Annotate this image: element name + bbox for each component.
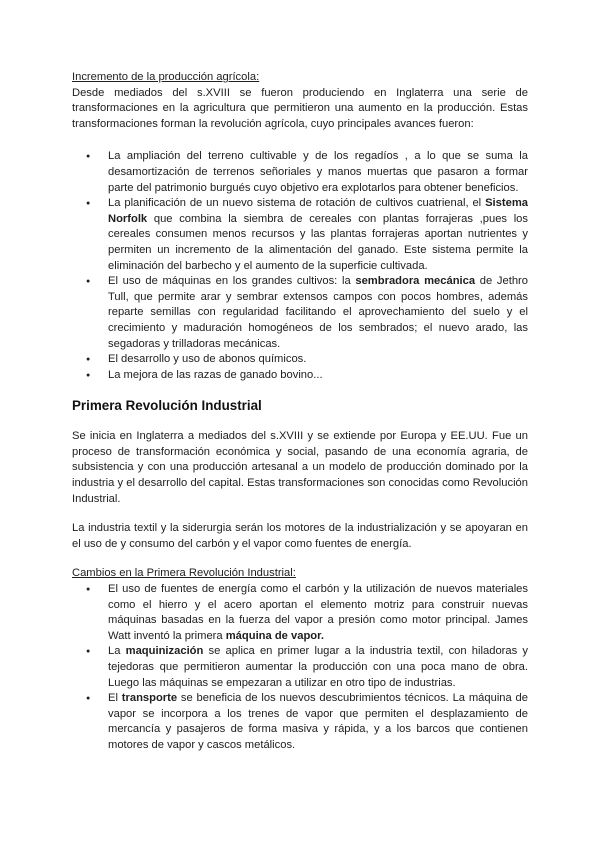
changes-heading: Cambios en la Primera Revolución Industrial: (72, 567, 296, 580)
list-item: ● La ampliación del terreno cultivable y de los regadíos , a lo que se suma la desamortización de terrenos señoriales y manos muertas que pasaron a formar parte del patrimonio burgués cuyo objetivo era explotarlos para obtener beneficios. (72, 149, 528, 196)
document-page (72, 70, 528, 754)
list-item: ● La mejora de las razas de ganado bovino... (72, 368, 528, 384)
list-item: ● El desarrollo y uso de abonos químicos. (72, 352, 528, 368)
section-title: Primera Revolución Industrial (72, 398, 262, 414)
list-item: ● El transporte se beneficia de los nuevos descubrimientos técnicos. La máquina de vapor se incorpora a los trenes de vapor que permiten el desplazamiento de mercancía y pasajeros de forma masiva y rápida, y a los barcos que contienen motores de vapor y cascos metálicos. (72, 691, 528, 753)
agricultural-heading: Incremento de la producción agrícola: (72, 71, 260, 83)
industrial-paragraph-2: La industria textil y la siderurgia serán los motores de la industrialización y se apoyaran en el uso de y consumo del carbón y el vapor como fuentes de energía. (72, 522, 528, 550)
agricultural-list (72, 149, 528, 383)
list-item: ● El uso de fuentes de energía como el carbón y la utilización de nuevos materiales como el hierro y el acero aportan el elemento motriz para construir nuevas máquinas basadas en la fuerza del vapor a presión como motor principal. James Watt inventó la primera máquina de vapor. (72, 582, 528, 644)
industrial-paragraph-1: Se inicia en Inglaterra a mediados del s.XVIII y se extiende por Europa y EE.UU. Fue un proceso de transformación económica y social, pasando de una economía agraria, de subsistencia y con una producción artesanal a un modelo de producción dominado por la industria y el desarrollo del capital. Estas transformaciones son conocidas como Revolución Industrial. (72, 430, 528, 505)
list-item: ● La planificación de un nuevo sistema de rotación de cultivos cuatrienal, el Sistema Norfolk que combina la siembra de cereales con plantas forrajeras ,pues los cereales consumen menos recursos y las plantas forrajeras aportan nutrientes y permiten un incremento de la alimentación del ganado. Este sistema permite la eliminación del barbecho y el aumento de la superficie cultivada. (72, 196, 528, 274)
changes-list (72, 582, 528, 754)
agricultural-intro: Desde mediados del s.XVIII se fueron produciendo en Inglaterra una serie de transformaciones en la agricultura que permitieron una aumento en la producción. Estas transformaciones forman la revolución agrícola, cuyo principales avances fueron: (72, 86, 528, 130)
list-item: ● El uso de máquinas en los grandes cultivos: la sembradora mecánica de Jethro Tull, que permite arar y sembrar extensos campos con pocos hombres, además reparte semillas con regularidad facilitando el aprovechamiento del suelo y el crecimiento y maduración homogéneos de los sembrados; el nuevo arado, las segadoras y trilladoras mecánicas. (72, 274, 528, 352)
list-item: ● La maquinización se aplica en primer lugar a la industria textil, con hiladoras y tejedoras que permitieron aumentar la producción con una poca mano de obra. Luego las máquinas se empezaran a utilizar en otro tipo de industrias. (72, 644, 528, 691)
